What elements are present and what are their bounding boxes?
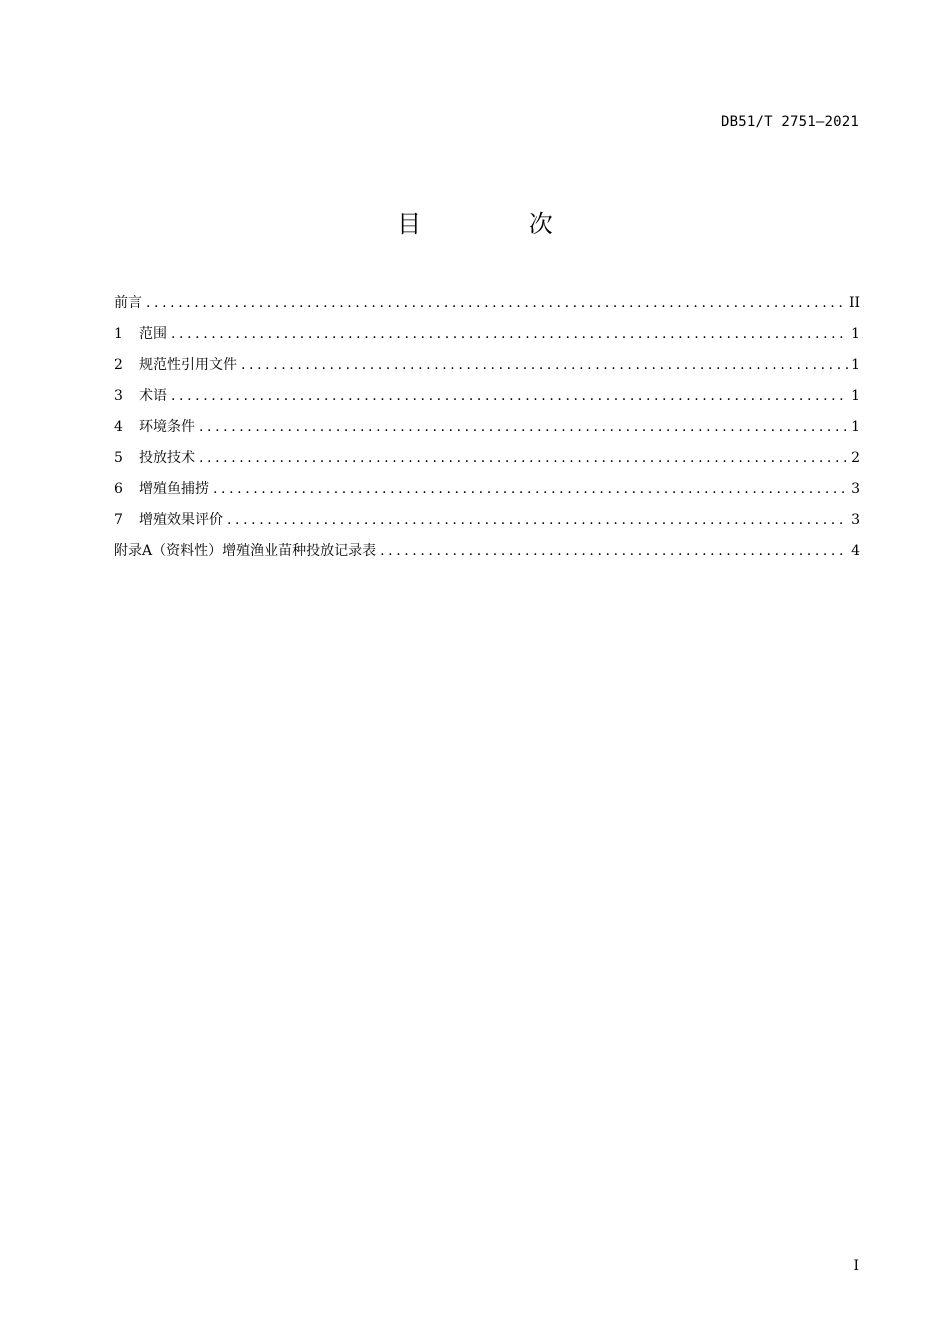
- dot-leader: [241, 350, 848, 381]
- toc-entry-page: 4: [851, 543, 860, 559]
- dot-leader: [199, 412, 848, 443]
- toc-entry-page: 1: [851, 326, 860, 342]
- toc-entry-number: 7: [114, 512, 123, 528]
- toc-entry-appendix-a[interactable]: [114, 536, 860, 567]
- toc-entry-label: 前言: [114, 295, 142, 311]
- toc-entry-number: 4: [114, 419, 123, 435]
- toc-entry-terms[interactable]: [114, 381, 860, 412]
- toc-entry-label: 投放技术: [139, 450, 195, 466]
- toc-entry-label: 环境条件: [139, 419, 195, 435]
- toc-entry-page: 1: [851, 357, 860, 373]
- toc-entry-normative-references[interactable]: [114, 350, 860, 381]
- toc-entry-label: 术语: [139, 388, 167, 404]
- toc-entry-evaluation[interactable]: [114, 505, 860, 536]
- dot-leader: [213, 474, 848, 505]
- table-of-contents: [114, 288, 860, 567]
- toc-entry-label: 范围: [139, 326, 167, 342]
- toc-entry-label: 增殖效果评价: [139, 512, 223, 528]
- toc-entry-scope[interactable]: [114, 319, 860, 350]
- toc-entry-label: 增殖鱼捕捞: [139, 481, 209, 497]
- document-code: DB51/T 2751—2021: [720, 114, 859, 130]
- toc-entry-number: 3: [114, 388, 123, 404]
- page-title: 目 次: [397, 210, 603, 238]
- toc-entry-number: 2: [114, 357, 123, 373]
- toc-entry-environment[interactable]: [114, 412, 860, 443]
- dot-leader: [199, 443, 848, 474]
- toc-entry-foreword[interactable]: [114, 288, 860, 319]
- toc-entry-number: 1: [114, 326, 123, 342]
- toc-entry-number: 5: [114, 450, 123, 466]
- dot-leader: [227, 505, 848, 536]
- toc-entry-page: 1: [851, 419, 860, 435]
- toc-entry-fish-harvest[interactable]: [114, 474, 860, 505]
- toc-entry-stocking-technique[interactable]: [114, 443, 860, 474]
- toc-entry-label: 附录A（资料性）增殖渔业苗种投放记录表: [114, 543, 377, 559]
- toc-entry-page: II: [848, 295, 860, 311]
- dot-leader: [146, 288, 846, 319]
- toc-entry-label: 规范性引用文件: [139, 357, 237, 373]
- toc-entry-page: 3: [851, 481, 860, 497]
- page-number: I: [853, 1258, 859, 1274]
- dot-leader: [171, 319, 848, 350]
- dot-leader: [171, 381, 848, 412]
- toc-entry-page: 1: [851, 388, 860, 404]
- toc-entry-number: 6: [114, 481, 123, 497]
- dot-leader: [380, 536, 848, 567]
- toc-entry-page: 2: [851, 450, 860, 466]
- toc-entry-page: 3: [851, 512, 860, 528]
